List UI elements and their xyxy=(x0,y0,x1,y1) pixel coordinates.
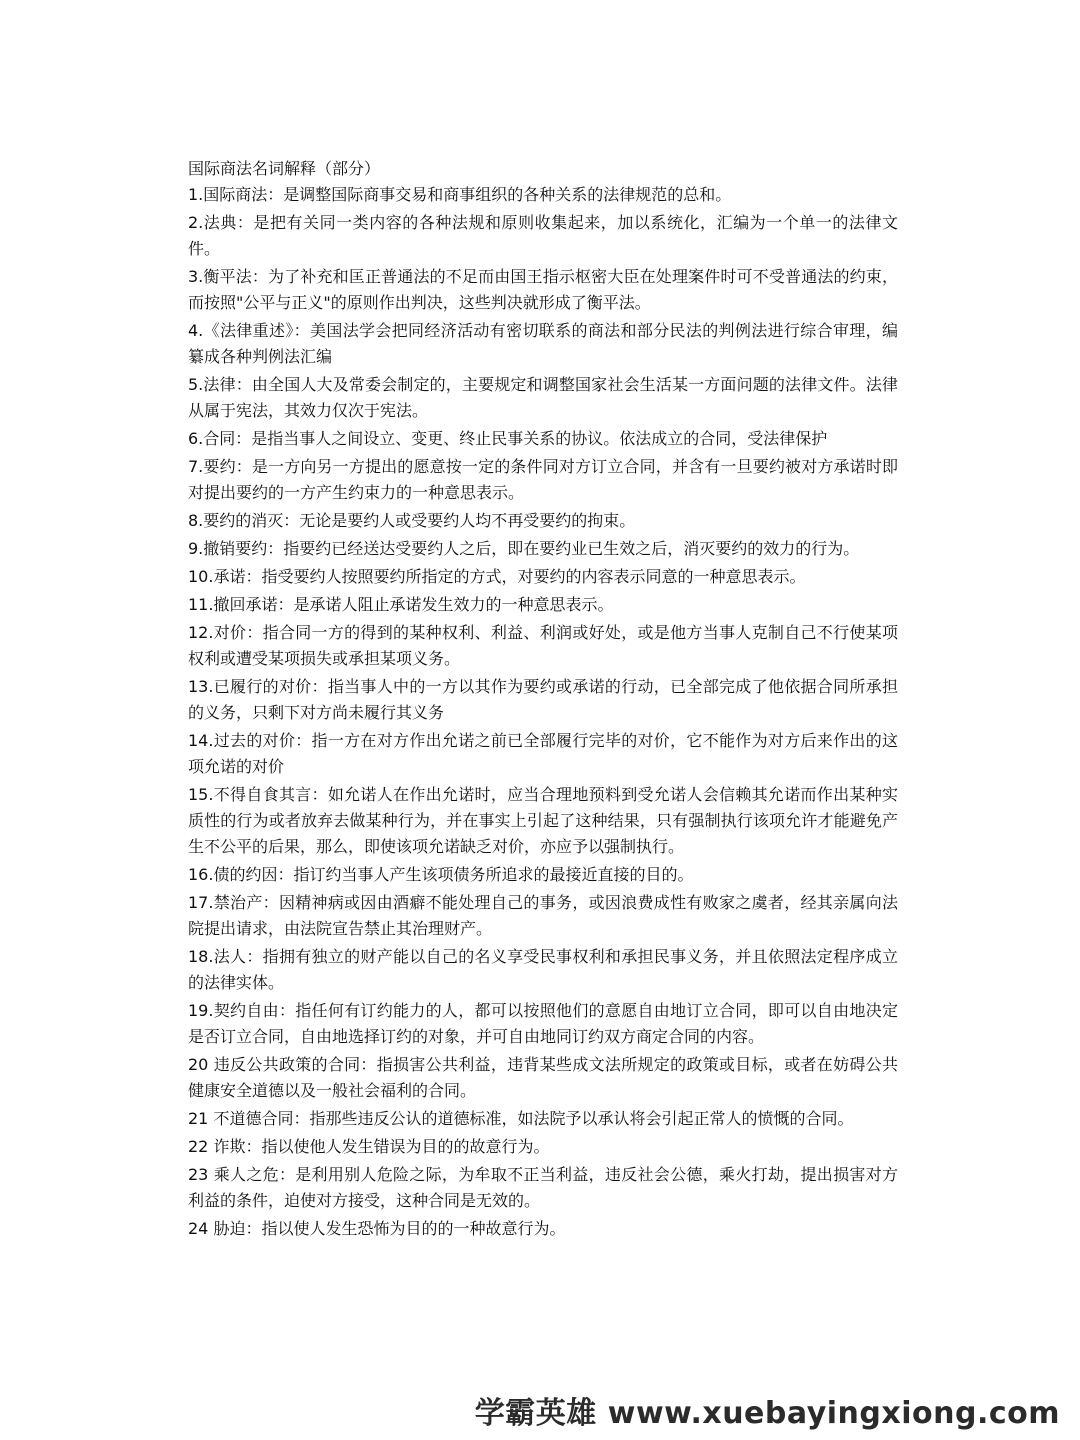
definition-entry: 15.不得自食其言：如允诺人在作出允诺时，应当合理地预料到受允诺人会信赖其允诺而作出某种实质性的行为或者放弃去做某种行为，并在事实上引起了这种结果，只有强制执行该项允许才能避免产生不公平的后果，那么，即使该项允诺缺乏对价，亦应予以强制执行。 xyxy=(188,785,898,856)
definition-entry: 20 违反公共政策的合同：指损害公共利益，违背某些成文法所规定的政策或目标，或者在妨碍公共健康安全道德以及一般社会福利的合同。 xyxy=(188,1055,898,1100)
document-body xyxy=(188,156,898,1244)
definition-entry: 1.国际商法：是调整国际商事交易和商事组织的各种关系的法律规范的总和。 xyxy=(188,185,732,204)
definition-entry: 21 不道德合同：指那些违反公认的道德标准，如法院予以承认将会引起正常人的愤慨的合同。 xyxy=(188,1109,854,1128)
site-watermark: 学霸英雄 www.xuebayingxiong.com xyxy=(474,1396,1060,1431)
definition-entry: 10.承诺：指受要约人按照要约所指定的方式，对要约的内容表示同意的一种意思表示。 xyxy=(188,567,806,586)
definition-entry: 8.要约的消灭：无论是要约人或受要约人均不再受要约的拘束。 xyxy=(188,511,636,530)
definition-entry: 2.法典：是把有关同一类内容的各种法规和原则收集起来，加以系统化，汇编为一个单一的法律文件。 xyxy=(188,213,898,258)
definition-entry: 13.已履行的对价：指当事人中的一方以其作为要约或承诺的行动，已全部完成了他依据合同所承担的义务，只剩下对方尚未履行其义务 xyxy=(188,677,898,722)
definition-entry: 12.对价：指合同一方的得到的某种权利、利益、利润或好处，或是他方当事人克制自己不行使某项权利或遭受某项损失或承担某项义务。 xyxy=(188,623,898,668)
definition-entry: 24 胁迫：指以使人发生恐怖为目的的一种故意行为。 xyxy=(188,1219,566,1238)
entry-list xyxy=(188,182,898,1242)
definition-entry: 11.撤回承诺：是承诺人阻止承诺发生效力的一种意思表示。 xyxy=(188,595,614,614)
definition-entry: 18.法人：指拥有独立的财产能以自己的名义享受民事权利和承担民事义务，并且依照法定程序成立的法律实体。 xyxy=(188,947,898,992)
definition-entry: 6.合同：是指当事人之间设立、变更、终止民事关系的协议。依法成立的合同，受法律保护 xyxy=(188,429,828,448)
definition-entry: 23 乘人之危：是利用别人危险之际，为牟取不正当利益，违反社会公德，乘火打劫，提出损害对方利益的条件，迫使对方接受，这种合同是无效的。 xyxy=(188,1165,898,1210)
document-title: 国际商法名词解释（部分） xyxy=(188,159,381,178)
definition-entry: 9.撤销要约：指要约已经送达受要约人之后，即在要约业已生效之后，消灭要约的效力的行为。 xyxy=(188,539,860,558)
definition-entry: 16.债的约因：指订约当事人产生该项债务所追求的最接近直接的目的。 xyxy=(188,865,694,884)
definition-entry: 17.禁治产：因精神病或因由酒癖不能处理自己的事务，或因浪费成性有败家之虞者，经其亲属向法院提出请求，由法院宣告禁止其治理财产。 xyxy=(188,893,898,938)
definition-entry: 5.法律：由全国人大及常委会制定的，主要规定和调整国家社会生活某一方面问题的法律文件。法律从属于宪法，其效力仅次于宪法。 xyxy=(188,375,898,420)
definition-entry: 22 诈欺：指以使他人发生错误为目的的故意行为。 xyxy=(188,1137,550,1156)
definition-entry: 7.要约：是一方向另一方提出的愿意按一定的条件同对方订立合同，并含有一旦要约被对方承诺时即对提出要约的一方产生约束力的一种意思表示。 xyxy=(188,457,898,502)
definition-entry: 14.过去的对价：指一方在对方作出允诺之前已全部履行完毕的对价，它不能作为对方后来作出的这项允诺的对价 xyxy=(188,731,898,776)
definition-entry: 4.《法律重述》：美国法学会把同经济活动有密切联系的商法和部分民法的判例法进行综合审理，编纂成各种判例法汇编 xyxy=(188,321,898,366)
definition-entry: 3.衡平法：为了补充和匡正普通法的不足而由国王指示枢密大臣在处理案件时可不受普通法的约束，而按照"公平与正义"的原则作出判决，这些判决就形成了衡平法。 xyxy=(188,267,898,312)
definition-entry: 19.契约自由：指任何有订约能力的人，都可以按照他们的意愿自由地订立合同，即可以自由地决定是否订立合同，自由地选择订约的对象，并可自由地同订约双方商定合同的内容。 xyxy=(188,1001,898,1046)
